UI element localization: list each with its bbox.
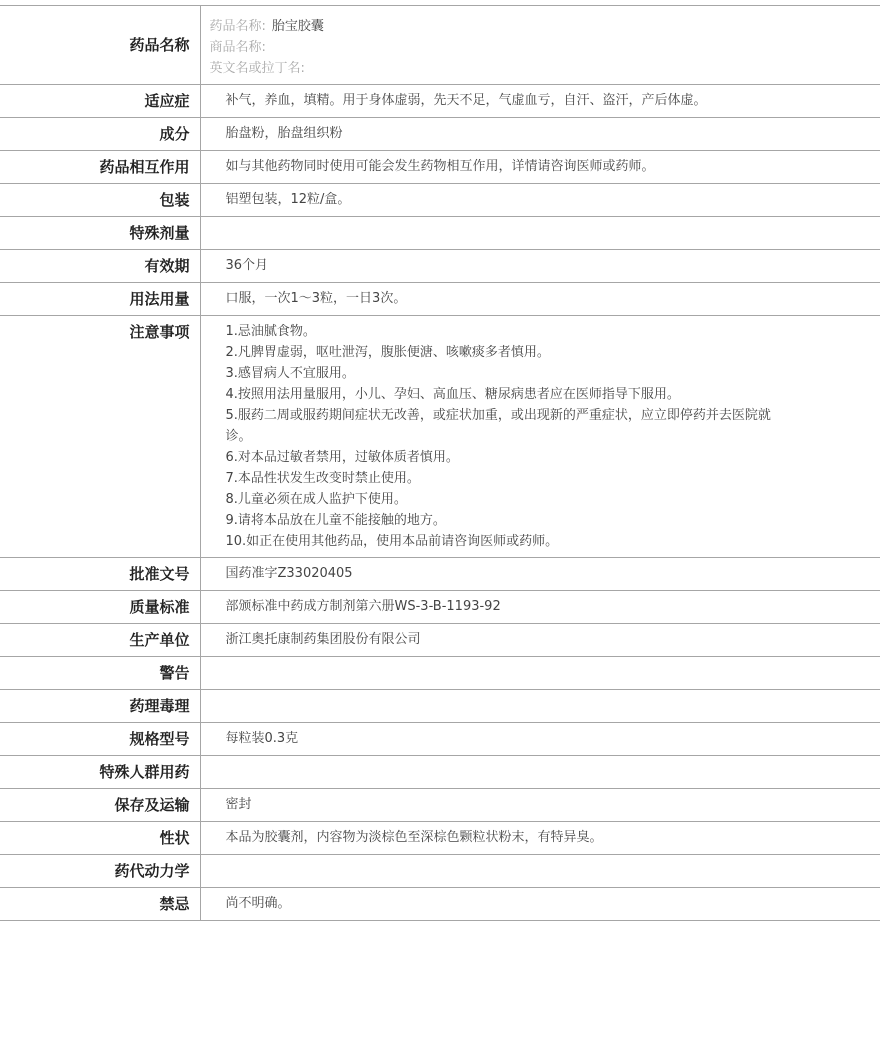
- row-label: 批准文号: [0, 558, 200, 591]
- row-label: 特殊人群用药: [0, 756, 200, 789]
- row-usage-dosage: [0, 283, 880, 316]
- row-label: 适应症: [0, 85, 200, 118]
- row-value: 部颁标准中药成方制剂第六册WS-3-B-1193-92: [200, 591, 880, 624]
- list-item: 5.服药二周或服药期间症状无改善，或症状加重，或出现新的严重症状，应立即停药并去医院就诊。: [226, 405, 786, 447]
- row-label: 性状: [0, 822, 200, 855]
- list-item: 9.请将本品放在儿童不能接触的地方。: [226, 510, 786, 531]
- row-value: 国药准字Z33020405: [200, 558, 880, 591]
- row-quality-standard: [0, 591, 880, 624]
- precautions-list-cell: [200, 316, 880, 558]
- row-value: 本品为胶囊剂，内容物为淡棕色至深棕色颗粒状粉末，有特异臭。: [200, 822, 880, 855]
- row-value: [200, 855, 880, 888]
- generic-name-line: [210, 16, 880, 37]
- generic-name-key: 药品名称:: [210, 19, 266, 34]
- row-label: 药代动力学: [0, 855, 200, 888]
- row-label: 用法用量: [0, 283, 200, 316]
- row-value: 浙江奥托康制药集团股份有限公司: [200, 624, 880, 657]
- english-name-key: 英文名或拉丁名:: [210, 61, 305, 76]
- list-item: 2.凡脾胃虚弱，呕吐泄泻，腹胀便溏、咳嗽痰多者慎用。: [226, 342, 786, 363]
- row-value: [200, 217, 880, 250]
- precautions-list: [226, 321, 786, 552]
- row-value: 口服，一次1～3粒，一日3次。: [200, 283, 880, 316]
- row-label: 药品相互作用: [0, 151, 200, 184]
- row-manufacturer: [0, 624, 880, 657]
- list-item: 7.本品性状发生改变时禁止使用。: [226, 468, 786, 489]
- generic-name-value: 胎宝胶囊: [272, 19, 324, 34]
- list-item: 10.如正在使用其他药品，使用本品前请咨询医师或药师。: [226, 531, 786, 552]
- row-approval-number: [0, 558, 880, 591]
- row-label: 成分: [0, 118, 200, 151]
- row-specification: [0, 723, 880, 756]
- row-value: 每粒装0.3克: [200, 723, 880, 756]
- row-precautions: [0, 316, 880, 558]
- row-indications: [0, 85, 880, 118]
- row-pharmacokinetics: [0, 855, 880, 888]
- row-label: 药品名称: [0, 6, 200, 85]
- row-label: 注意事项: [0, 316, 200, 558]
- row-value: 36个月: [200, 250, 880, 283]
- row-label: 保存及运输: [0, 789, 200, 822]
- row-label: 药理毒理: [0, 690, 200, 723]
- row-label: 生产单位: [0, 624, 200, 657]
- row-value: [200, 657, 880, 690]
- row-interactions: [0, 151, 880, 184]
- row-warning: [0, 657, 880, 690]
- trade-name-line: [210, 37, 880, 58]
- list-item: 4.按照用法用量服用，小儿、孕妇、高血压、糖尿病患者应在医师指导下服用。: [226, 384, 786, 405]
- row-value: [200, 690, 880, 723]
- row-value: [200, 756, 880, 789]
- row-value: 密封: [200, 789, 880, 822]
- row-label: 警告: [0, 657, 200, 690]
- row-label: 特殊剂量: [0, 217, 200, 250]
- list-item: 3.感冒病人不宜服用。: [226, 363, 786, 384]
- list-item: 8.儿童必须在成人监护下使用。: [226, 489, 786, 510]
- row-packaging: [0, 184, 880, 217]
- row-label: 规格型号: [0, 723, 200, 756]
- row-appearance: [0, 822, 880, 855]
- row-ingredients: [0, 118, 880, 151]
- row-value: 如与其他药物同时使用可能会发生药物相互作用，详情请咨询医师或药师。: [200, 151, 880, 184]
- row-value: 补气，养血，填精。用于身体虚弱，先天不足，气虚血亏，自汗、盗汗，产后体虚。: [200, 85, 880, 118]
- english-name-line: [210, 58, 880, 79]
- row-drug-name: [0, 6, 880, 85]
- list-item: 1.忌油腻食物。: [226, 321, 786, 342]
- drug-name-values: [200, 6, 880, 85]
- row-contraindications: [0, 888, 880, 921]
- row-pharmacology: [0, 690, 880, 723]
- row-special-dosage: [0, 217, 880, 250]
- list-item: 6.对本品过敏者禁用，过敏体质者慎用。: [226, 447, 786, 468]
- row-value: 尚不明确。: [200, 888, 880, 921]
- row-label: 包装: [0, 184, 200, 217]
- row-storage: [0, 789, 880, 822]
- drug-info-table: [0, 5, 880, 921]
- row-special-populations: [0, 756, 880, 789]
- row-label: 质量标准: [0, 591, 200, 624]
- trade-name-key: 商品名称:: [210, 40, 266, 55]
- row-label: 禁忌: [0, 888, 200, 921]
- row-shelf-life: [0, 250, 880, 283]
- row-value: 铝塑包装，12粒/盒。: [200, 184, 880, 217]
- row-value: 胎盘粉，胎盘组织粉: [200, 118, 880, 151]
- row-label: 有效期: [0, 250, 200, 283]
